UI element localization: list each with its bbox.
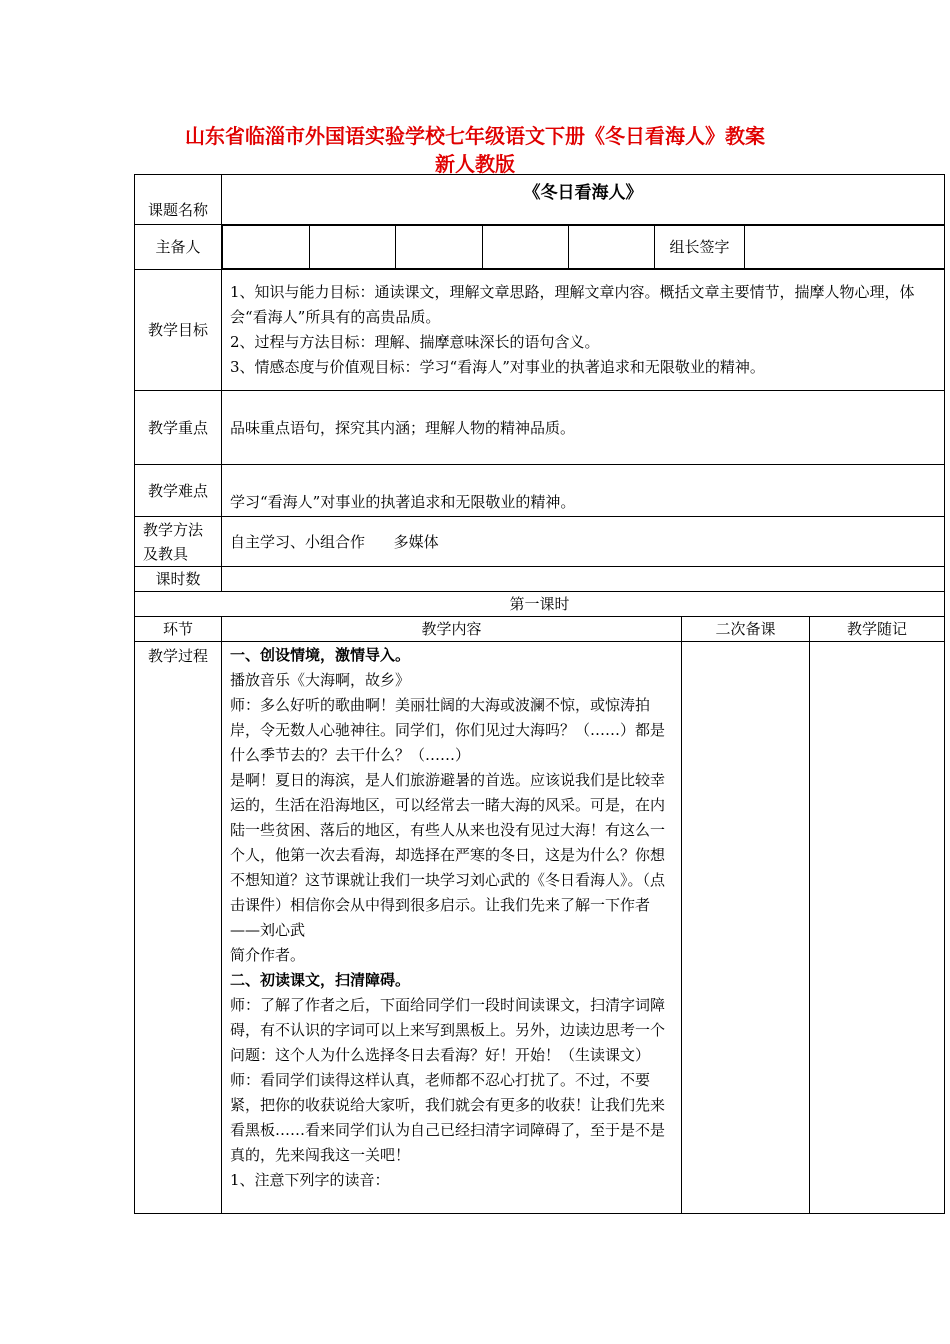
teaching-notes-cell[interactable] <box>810 642 945 1214</box>
process-content <box>222 642 682 1214</box>
goals-content <box>222 270 945 391</box>
process-paragraph: 播放音乐《大海啊，故乡》 <box>230 671 411 689</box>
preparer-cell-3[interactable] <box>396 226 483 269</box>
difficulty-label: 教学难点 <box>135 465 222 517</box>
row-hours <box>135 567 945 592</box>
row-difficulty <box>135 465 945 517</box>
row-key <box>135 391 945 465</box>
preparer-cell-5[interactable] <box>569 226 655 269</box>
process-paragraph: 师：看同学们读得这样认真，老师都不忍心打扰了。不过，不要紧，把你的收获说给大家听，我们就会有更多的收获！让我们先来看黑板……看来同学们认为自己已经扫清字词障碍了，至于是不是真的，先来闯我这一关吧！ <box>230 1071 666 1164</box>
course-label: 课题名称 <box>135 175 222 225</box>
preparer-cells <box>222 225 945 270</box>
hours-content[interactable] <box>222 567 945 592</box>
process-paragraph: 是啊！夏日的海滨，是人们旅游避暑的首选。应该说我们是比较幸运的，生活在沿海地区，可以经常去一睹大海的风采。可是，在内陆一些贫困、落后的地区，有些人从来也没有见过大海！有这么一个人，他第一次去看海，却选择在严寒的冬日，这是为什么？你想不想知道？这节课就让我们一块学习刘心武的《冬日看海人》。（点击课件）相信你会从中得到很多启示。让我们先来了解一下作者——刘心武 <box>230 771 666 939</box>
hours-label: 课时数 <box>135 567 222 592</box>
preparer-cell-4[interactable] <box>483 226 569 269</box>
goal-2: 2、过程与方法目标：理解、揣摩意味深长的语句含义。 <box>230 333 600 351</box>
process-paragraph: 简介作者。 <box>230 946 306 964</box>
preparer-cell-2[interactable] <box>310 226 396 269</box>
process-heading: 二、初读课文，扫清障碍。 <box>230 971 411 989</box>
title-line-2: 新人教版 <box>435 152 515 176</box>
row-preparer <box>135 225 945 270</box>
document-title <box>0 122 950 178</box>
method-label: 教学方法及教具 <box>135 517 222 567</box>
lesson-label: 第一课时 <box>135 592 945 617</box>
process-paragraph: 1、注意下列字的读音： <box>230 1171 390 1189</box>
key-label: 教学重点 <box>135 391 222 465</box>
col-content-header: 教学内容 <box>222 617 682 642</box>
title-line-1: 山东省临淄市外国语实验学校七年级语文下册《冬日看海人》教案 <box>185 124 765 148</box>
difficulty-content: 学习“看海人”对事业的执著追求和无限敬业的精神。 <box>222 465 945 517</box>
col-notes-header: 教学随记 <box>810 617 945 642</box>
second-prep-cell[interactable] <box>682 642 810 1214</box>
row-process <box>135 642 945 1214</box>
preparer-cell-1[interactable] <box>223 226 310 269</box>
row-goals <box>135 270 945 391</box>
method-content: 自主学习、小组合作 多媒体 <box>222 517 945 567</box>
goal-1: 1、知识与能力目标：通读课文，理解文章思路，理解文章内容。概括文章主要情节，揣摩人物心理，体会“看海人”所具有的高贵品质。 <box>230 283 915 326</box>
goals-label: 教学目标 <box>135 270 222 391</box>
goal-3: 3、情感态度与价值观目标：学习“看海人”对事业的执著追求和无限敬业的精神。 <box>230 358 765 376</box>
lesson-plan-table <box>134 174 945 1214</box>
leader-sign-cell[interactable] <box>745 226 945 269</box>
process-paragraph: 师：了解了作者之后，下面给同学们一段时间读课文，扫清字词障碍，有不认识的字词可以上来写到黑板上。另外，边读边思考一个问题：这个人为什么选择冬日去看海？好！开始！（生读课文） <box>230 996 666 1064</box>
preparer-label: 主备人 <box>135 225 222 270</box>
course-name: 《冬日看海人》 <box>222 175 945 225</box>
row-method <box>135 517 945 567</box>
process-heading: 一、创设情境，激情导入。 <box>230 646 411 664</box>
col-stage-header: 环节 <box>135 617 222 642</box>
row-course <box>135 175 945 225</box>
key-content: 品味重点语句，探究其内涵；理解人物的精神品质。 <box>222 391 945 465</box>
col-second-header: 二次备课 <box>682 617 810 642</box>
process-paragraph: 师：多么好听的歌曲啊！美丽壮阔的大海或波澜不惊，或惊涛拍岸，令无数人心驰神往。同学们，你们见过大海吗？（……）都是什么季节去的？去干什么？（……） <box>230 696 666 764</box>
row-lesson <box>135 592 945 617</box>
process-label: 教学过程 <box>135 642 222 1214</box>
leader-sign-label: 组长签字 <box>655 226 745 269</box>
row-headers <box>135 617 945 642</box>
